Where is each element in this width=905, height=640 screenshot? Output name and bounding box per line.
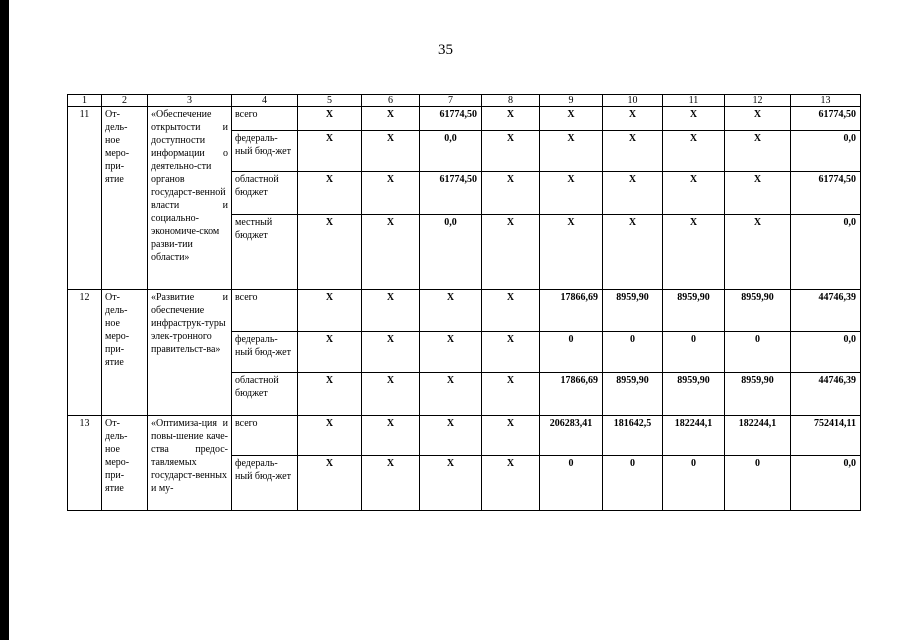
event-type: От- дель- ное меро- при- ятие	[102, 107, 148, 290]
value-cell: Х	[540, 215, 603, 290]
table-row	[68, 416, 861, 456]
header-cell: 3	[148, 95, 232, 107]
value-cell: Х	[298, 172, 362, 215]
value-cell: Х	[482, 373, 540, 416]
header-cell: 13	[791, 95, 861, 107]
value-cell: 61774,50	[791, 172, 861, 215]
value-cell: Х	[540, 131, 603, 172]
value-cell: Х	[298, 373, 362, 416]
value-cell: Х	[362, 332, 420, 373]
value-cell: Х	[420, 332, 482, 373]
row-number: 12	[68, 290, 102, 416]
value-cell: 8959,90	[603, 373, 663, 416]
event-name: «Развитие и обеспечение инфраструк-туры элек-тронного правительст-ва»	[148, 290, 232, 416]
header-cell: 10	[603, 95, 663, 107]
value-cell: Х	[298, 131, 362, 172]
value-cell: Х	[482, 332, 540, 373]
header-cell: 6	[362, 95, 420, 107]
value-cell: Х	[482, 456, 540, 511]
header-row	[68, 95, 861, 107]
value-cell: Х	[663, 107, 725, 131]
value-cell: 0,0	[420, 131, 482, 172]
event-name: «Обеспечение открытости и доступности информации о деятельно-сти органов государст-венной власти и социально-экономиче-ском разви-тии области»	[148, 107, 232, 290]
header-cell: 5	[298, 95, 362, 107]
event-type: От- дель- ное меро- при- ятие	[102, 416, 148, 511]
value-cell: Х	[725, 215, 791, 290]
value-cell: Х	[362, 215, 420, 290]
value-cell: Х	[362, 373, 420, 416]
value-cell: Х	[298, 332, 362, 373]
budget-table	[67, 94, 861, 511]
header-cell: 11	[663, 95, 725, 107]
value-cell: 752414,11	[791, 416, 861, 456]
source-label: федераль-ный бюд-жет	[232, 332, 298, 373]
value-cell: 8959,90	[663, 290, 725, 332]
value-cell: 8959,90	[725, 290, 791, 332]
source-label: областной бюджет	[232, 172, 298, 215]
value-cell: 0,0	[791, 456, 861, 511]
value-cell: Х	[362, 172, 420, 215]
event-type: От- дель- ное меро- при- ятие	[102, 290, 148, 416]
value-cell: 0,0	[420, 215, 482, 290]
value-cell: Х	[603, 107, 663, 131]
value-cell: 0	[540, 456, 603, 511]
value-cell: 206283,41	[540, 416, 603, 456]
source-label: всего	[232, 416, 298, 456]
value-cell: 0,0	[791, 332, 861, 373]
value-cell: Х	[298, 107, 362, 131]
row-number: 11	[68, 107, 102, 290]
value-cell: Х	[482, 290, 540, 332]
value-cell: Х	[298, 215, 362, 290]
value-cell: 0	[725, 332, 791, 373]
header-cell: 7	[420, 95, 482, 107]
value-cell: 44746,39	[791, 290, 861, 332]
value-cell: Х	[725, 172, 791, 215]
value-cell: Х	[603, 131, 663, 172]
value-cell: 0	[663, 332, 725, 373]
value-cell: 61774,50	[420, 172, 482, 215]
value-cell: 8959,90	[603, 290, 663, 332]
value-cell: Х	[298, 290, 362, 332]
value-cell: 181642,5	[603, 416, 663, 456]
value-cell: Х	[298, 416, 362, 456]
value-cell: Х	[420, 373, 482, 416]
source-label: федераль-ный бюд-жет	[232, 131, 298, 172]
value-cell: 61774,50	[420, 107, 482, 131]
value-cell: Х	[663, 131, 725, 172]
header-cell: 12	[725, 95, 791, 107]
table-row	[68, 107, 861, 131]
value-cell: 44746,39	[791, 373, 861, 416]
header-cell: 1	[68, 95, 102, 107]
value-cell: Х	[540, 172, 603, 215]
value-cell: Х	[663, 172, 725, 215]
source-label: всего	[232, 107, 298, 131]
value-cell: 61774,50	[791, 107, 861, 131]
value-cell: 182244,1	[663, 416, 725, 456]
value-cell: Х	[482, 131, 540, 172]
value-cell: Х	[482, 215, 540, 290]
header-cell: 8	[482, 95, 540, 107]
source-label: федераль-ный бюд-жет	[232, 456, 298, 511]
value-cell: Х	[420, 290, 482, 332]
value-cell: 0	[603, 456, 663, 511]
source-label: местный бюджет	[232, 215, 298, 290]
event-name: «Оптимиза-ция и повы-шение каче-ства предос-тавляемых государст-венных и му-	[148, 416, 232, 511]
value-cell: Х	[298, 456, 362, 511]
value-cell: Х	[725, 107, 791, 131]
value-cell: Х	[603, 172, 663, 215]
value-cell: 17866,69	[540, 373, 603, 416]
value-cell: Х	[482, 172, 540, 215]
table-row	[68, 290, 861, 332]
value-cell: Х	[420, 416, 482, 456]
value-cell: Х	[362, 131, 420, 172]
value-cell: 8959,90	[663, 373, 725, 416]
value-cell: 0	[540, 332, 603, 373]
header-cell: 4	[232, 95, 298, 107]
value-cell: Х	[362, 416, 420, 456]
header-cell: 2	[102, 95, 148, 107]
page-number: 35	[438, 42, 453, 58]
value-cell: 0	[603, 332, 663, 373]
header-cell: 9	[540, 95, 603, 107]
value-cell: 182244,1	[725, 416, 791, 456]
value-cell: 0,0	[791, 215, 861, 290]
value-cell: Х	[540, 107, 603, 131]
source-label: всего	[232, 290, 298, 332]
value-cell: 0	[725, 456, 791, 511]
row-number: 13	[68, 416, 102, 511]
value-cell: Х	[663, 215, 725, 290]
value-cell: 0	[663, 456, 725, 511]
source-label: областной бюджет	[232, 373, 298, 416]
value-cell: Х	[362, 107, 420, 131]
value-cell: Х	[725, 131, 791, 172]
value-cell: 8959,90	[725, 373, 791, 416]
value-cell: Х	[362, 456, 420, 511]
value-cell: Х	[482, 416, 540, 456]
value-cell: Х	[362, 290, 420, 332]
scan-edge-bar	[0, 0, 9, 640]
value-cell: 0,0	[791, 131, 861, 172]
value-cell: Х	[482, 107, 540, 131]
value-cell: 17866,69	[540, 290, 603, 332]
value-cell: Х	[603, 215, 663, 290]
value-cell: Х	[420, 456, 482, 511]
